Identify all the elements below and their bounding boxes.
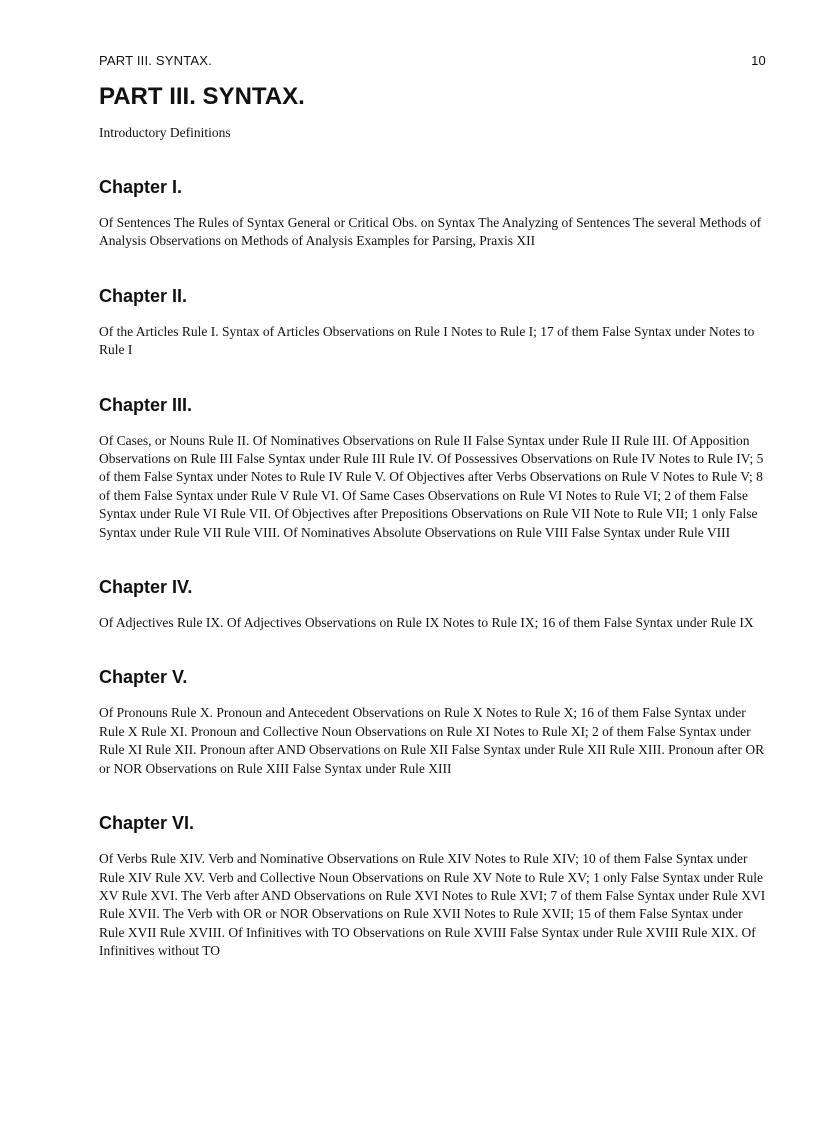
running-title: PART III. SYNTAX.	[99, 53, 212, 68]
chapter-body: Of Pronouns Rule X. Pronoun and Antecedent Observations on Rule X Notes to Rule X; 16 of them False Syntax under Rule X Rule XI. Pronoun and Collective Noun Observations on Rule XI Notes to Rule XI; 2 of them False Syntax under Rule XI Rule XII. Pronoun after AND Observations on Rule XII False Syntax under Rule XII Rule XIII. Pronoun after OR or NOR Observations on Rule XIII False Syntax under Rule XIII	[99, 705, 765, 776]
chapter-section	[99, 176, 767, 251]
chapter-section	[99, 666, 767, 778]
chapter-body: Of Cases, or Nouns Rule II. Of Nominatives Observations on Rule II False Syntax under Rule II Rule III. Of Apposition Observations on Rule III False Syntax under Rule III Rule IV. Of Possessives Observations on Rule IV Notes to Rule IV; 5 of them False Syntax under Notes to Rule IV Rule V. Of Objectives after Verbs Observations on Rule V Notes to Rule V; 8 of them False Syntax under Rule V Rule VI. Of Same Cases Observations on Rule VI Notes to Rule VI; 2 of them False Syntax under Rule VI Rule VII. Of Objectives after Prepositions Observations on Rule VII Note to Rule VII; 1 only False Syntax under Rule VII Rule VIII. Of Nominatives Absolute Observations on Rule VIII False Syntax under Rule VIII	[99, 432, 764, 540]
chapter-body: Of Adjectives Rule IX. Of Adjectives Observations on Rule IX Notes to Rule IX; 16 of them False Syntax under Rule IX	[99, 615, 754, 631]
chapter-heading: Chapter IV.	[99, 577, 193, 598]
chapter-heading: Chapter V.	[99, 667, 188, 688]
chapter-body: Of the Articles Rule I. Syntax of Articles Observations on Rule I Notes to Rule I; 17 of them False Syntax under Notes to Rule I	[99, 323, 755, 358]
chapter-heading: Chapter III.	[99, 394, 193, 415]
chapter-section	[99, 394, 767, 542]
chapter-heading: Chapter II.	[99, 285, 188, 306]
chapter-heading: Chapter VI.	[99, 813, 195, 834]
chapter-heading: Chapter I.	[99, 177, 183, 197]
chapter-body: Of Sentences The Rules of Syntax General or Critical Obs. on Syntax The Analyzing of Sentences The several Methods of Analysis Observations on Methods of Analysis Examples for Parsing, Praxis XII	[99, 215, 762, 249]
page-number: 10	[751, 53, 766, 68]
part-title: PART III. SYNTAX.	[99, 83, 305, 110]
chapter-section	[99, 285, 767, 360]
document-page	[99, 52, 767, 961]
running-header	[99, 52, 767, 70]
chapter-body: Of Verbs Rule XIV. Verb and Nominative Observations on Rule XIV Notes to Rule XIV; 10 of them False Syntax under Rule XIV Rule XV. Verb and Collective Noun Observations on Rule XV Note to Rule XV; 1 only False Syntax under Rule XV Rule XVI. The Verb after AND Observations on Rule XVI Notes to Rule XVI; 7 of them False Syntax under Rule XVI Rule XVII. The Verb with OR or NOR Observations on Rule XVII Notes to Rule XVII; 15 of them False Syntax under Rule XVII Rule XVIII. Of Infinitives with TO Observations on Rule XVIII False Syntax under Rule XVIII Rule XIX. Of Infinitives without TO	[99, 851, 766, 959]
introductory-definitions-text: Introductory Definitions	[99, 125, 231, 140]
chapter-section	[99, 576, 767, 632]
chapter-section	[99, 812, 767, 960]
